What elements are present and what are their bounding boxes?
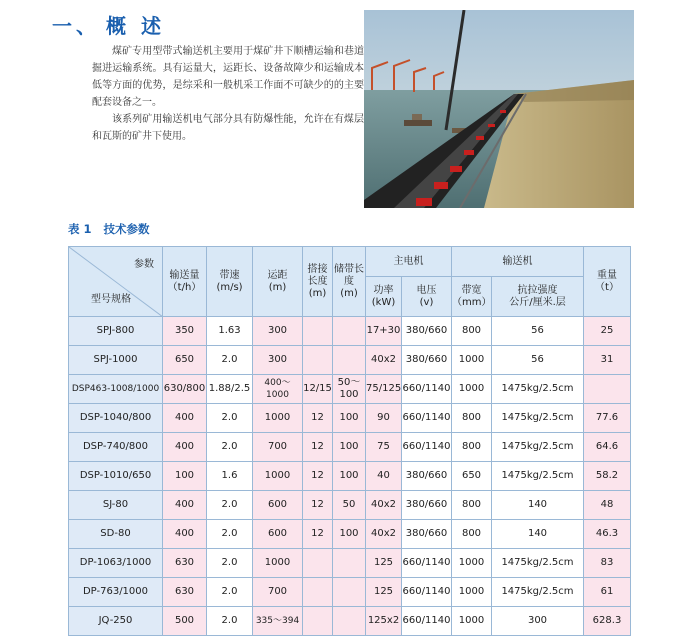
table-cell: 630/800	[163, 375, 207, 404]
table-cell: 630	[163, 578, 207, 607]
model-cell: SPJ-800	[69, 317, 163, 346]
diagonal-line	[69, 247, 163, 317]
table-row	[69, 346, 631, 375]
table-caption-title: 技术参数	[103, 222, 150, 236]
table-cell: 1475kg/2.5cm	[492, 404, 584, 433]
table-row	[69, 317, 631, 346]
table-cell: 100	[333, 462, 366, 491]
table-cell: 77.6	[584, 404, 631, 433]
table-cell: 12	[303, 520, 333, 549]
table-cell: 300	[492, 607, 584, 636]
table-cell: 2.0	[207, 578, 253, 607]
table-row	[69, 607, 631, 636]
table-cell: 630	[163, 549, 207, 578]
table-cell: 380/660	[402, 317, 452, 346]
table-cell: 380/660	[402, 462, 452, 491]
table-cell: 1475kg/2.5cm	[492, 375, 584, 404]
table-row	[69, 549, 631, 578]
table-cell: 1000	[253, 549, 303, 578]
table-cell: 17+30	[366, 317, 402, 346]
table-cell	[333, 317, 366, 346]
model-cell: JQ-250	[69, 607, 163, 636]
table-cell	[333, 346, 366, 375]
spec-table-body	[69, 317, 631, 636]
header-strength: 抗拉强度 公斤/厘米.层	[492, 277, 584, 317]
table-cell: 40x2	[366, 491, 402, 520]
model-cell: DSP463-1008/1000	[69, 375, 163, 404]
table-cell: 12/15	[303, 375, 333, 404]
table-cell: 600	[253, 491, 303, 520]
section-heading	[52, 10, 165, 39]
table-row	[69, 491, 631, 520]
table-cell: 1000	[253, 462, 303, 491]
model-cell: DP-1063/1000	[69, 549, 163, 578]
table-cell: 83	[584, 549, 631, 578]
table-cell	[584, 375, 631, 404]
header-voltage: 电压 (v)	[402, 277, 452, 317]
table-cell: 100	[333, 520, 366, 549]
header-conveyor: 输送机	[452, 247, 584, 277]
intro-paragraph-2: 该系列矿用输送机电气部分具有防爆性能，允许在有煤层和瓦斯的矿井下使用。	[92, 114, 364, 142]
table-cell: 1475kg/2.5cm	[492, 462, 584, 491]
header-param-label: 参数	[134, 259, 154, 270]
table-cell: 335～394	[253, 607, 303, 636]
header-motor: 主电机	[366, 247, 452, 277]
table-cell: 56	[492, 346, 584, 375]
table-cell: 1000	[452, 578, 492, 607]
table-cell	[303, 578, 333, 607]
table-cell: 140	[492, 491, 584, 520]
table-cell: 31	[584, 346, 631, 375]
table-cell: 800	[452, 520, 492, 549]
table-cell: 2.0	[207, 404, 253, 433]
table-cell: 400	[163, 520, 207, 549]
table-cell: 56	[492, 317, 584, 346]
table-cell: 75	[366, 433, 402, 462]
table-cell: 660/1140	[402, 433, 452, 462]
table-cell: 1000	[452, 549, 492, 578]
table-cell: 400	[163, 404, 207, 433]
table-cell: 500	[163, 607, 207, 636]
header-distance: 运距 (m)	[253, 247, 303, 317]
table-cell: 58.2	[584, 462, 631, 491]
spec-table	[68, 246, 631, 636]
table-cell: 800	[452, 317, 492, 346]
header-weight: 重量 （t）	[584, 247, 631, 317]
table-cell: 1000	[452, 607, 492, 636]
table-cell: 700	[253, 578, 303, 607]
table-cell: 1.6	[207, 462, 253, 491]
table-cell	[333, 578, 366, 607]
table-cell: 1000	[452, 375, 492, 404]
table-cell: 40	[366, 462, 402, 491]
table-cell: 40x2	[366, 346, 402, 375]
table-cell: 12	[303, 491, 333, 520]
header-model-label: 型号规格	[91, 294, 131, 305]
table-cell: 300	[253, 346, 303, 375]
table-cell: 660/1140	[402, 375, 452, 404]
table-cell: 400～1000	[253, 375, 303, 404]
table-cell: 2.0	[207, 433, 253, 462]
table-cell: 800	[452, 491, 492, 520]
table-cell: 380/660	[402, 520, 452, 549]
table-cell: 380/660	[402, 491, 452, 520]
section-number: 一、	[52, 14, 100, 38]
table-cell: 350	[163, 317, 207, 346]
table-cell: 140	[492, 520, 584, 549]
table-caption	[68, 221, 150, 237]
table-cell: 700	[253, 433, 303, 462]
table-cell: 12	[303, 404, 333, 433]
table-cell: 800	[452, 404, 492, 433]
table-cell: 1.88/2.5	[207, 375, 253, 404]
model-cell: DP-763/1000	[69, 578, 163, 607]
table-cell: 1475kg/2.5cm	[492, 578, 584, 607]
model-cell: DSP-740/800	[69, 433, 163, 462]
table-cell: 1000	[253, 404, 303, 433]
table-cell: 61	[584, 578, 631, 607]
intro-paragraph-1: 煤矿专用型带式输送机主要用于煤矿井下顺槽运输和巷道掘进运输系统。具有运量大，运距长、设备故障少和运输成本低等方面的优势，是综采和一般机采工作面不可缺少的的主要配套设备之一。	[92, 46, 364, 108]
table-cell: 125	[366, 549, 402, 578]
table-cell: 650	[452, 462, 492, 491]
table-cell: 125	[366, 578, 402, 607]
table-cell: 800	[452, 433, 492, 462]
table-cell	[303, 346, 333, 375]
table-cell: 50	[333, 491, 366, 520]
table-cell: 300	[253, 317, 303, 346]
table-cell: 12	[303, 462, 333, 491]
table-row	[69, 578, 631, 607]
table-caption-number: 表 1	[68, 222, 92, 236]
table-cell: 400	[163, 491, 207, 520]
header-capacity: 输送量 （t/h）	[163, 247, 207, 317]
table-cell: 660/1140	[402, 404, 452, 433]
conveyor-photo	[364, 10, 634, 208]
table-cell: 2.0	[207, 549, 253, 578]
table-cell: 2.0	[207, 607, 253, 636]
table-row	[69, 375, 631, 404]
section-title: 概 述	[106, 14, 165, 38]
table-cell: 64.6	[584, 433, 631, 462]
table-cell: 660/1140	[402, 607, 452, 636]
table-row	[69, 462, 631, 491]
table-cell: 2.0	[207, 491, 253, 520]
table-cell: 100	[163, 462, 207, 491]
model-cell: SPJ-1000	[69, 346, 163, 375]
table-cell: 90	[366, 404, 402, 433]
model-cell: SJ-80	[69, 491, 163, 520]
table-cell: 50～100	[333, 375, 366, 404]
table-cell: 40x2	[366, 520, 402, 549]
table-cell: 600	[253, 520, 303, 549]
table-cell	[333, 607, 366, 636]
header-storage: 储带长度 (m)	[333, 247, 366, 317]
table-cell: 46.3	[584, 520, 631, 549]
table-cell: 650	[163, 346, 207, 375]
table-cell: 1475kg/2.5cm	[492, 433, 584, 462]
model-cell: DSP-1010/650	[69, 462, 163, 491]
header-lap: 搭接长度 (m)	[303, 247, 333, 317]
table-cell	[333, 549, 366, 578]
table-cell: 1475kg/2.5cm	[492, 549, 584, 578]
header-diagonal-cell	[69, 247, 163, 317]
table-cell: 2.0	[207, 346, 253, 375]
table-cell: 1000	[452, 346, 492, 375]
table-cell	[303, 549, 333, 578]
table-cell	[303, 317, 333, 346]
table-cell: 125x2	[366, 607, 402, 636]
table-row	[69, 520, 631, 549]
table-cell: 25	[584, 317, 631, 346]
table-row	[69, 404, 631, 433]
table-cell: 48	[584, 491, 631, 520]
table-cell: 12	[303, 433, 333, 462]
table-cell: 2.0	[207, 520, 253, 549]
header-speed: 带速 (m/s)	[207, 247, 253, 317]
table-cell: 628.3	[584, 607, 631, 636]
table-row	[69, 433, 631, 462]
table-cell	[303, 607, 333, 636]
table-cell: 660/1140	[402, 578, 452, 607]
table-cell: 75/125	[366, 375, 402, 404]
model-cell: DSP-1040/800	[69, 404, 163, 433]
table-cell: 100	[333, 404, 366, 433]
table-cell: 1.63	[207, 317, 253, 346]
model-cell: SD-80	[69, 520, 163, 549]
header-power: 功率 (kW)	[366, 277, 402, 317]
header-width: 带宽 （mm）	[452, 277, 492, 317]
table-cell: 660/1140	[402, 549, 452, 578]
intro-text	[92, 43, 364, 145]
table-cell: 100	[333, 433, 366, 462]
table-cell: 380/660	[402, 346, 452, 375]
table-cell: 400	[163, 433, 207, 462]
